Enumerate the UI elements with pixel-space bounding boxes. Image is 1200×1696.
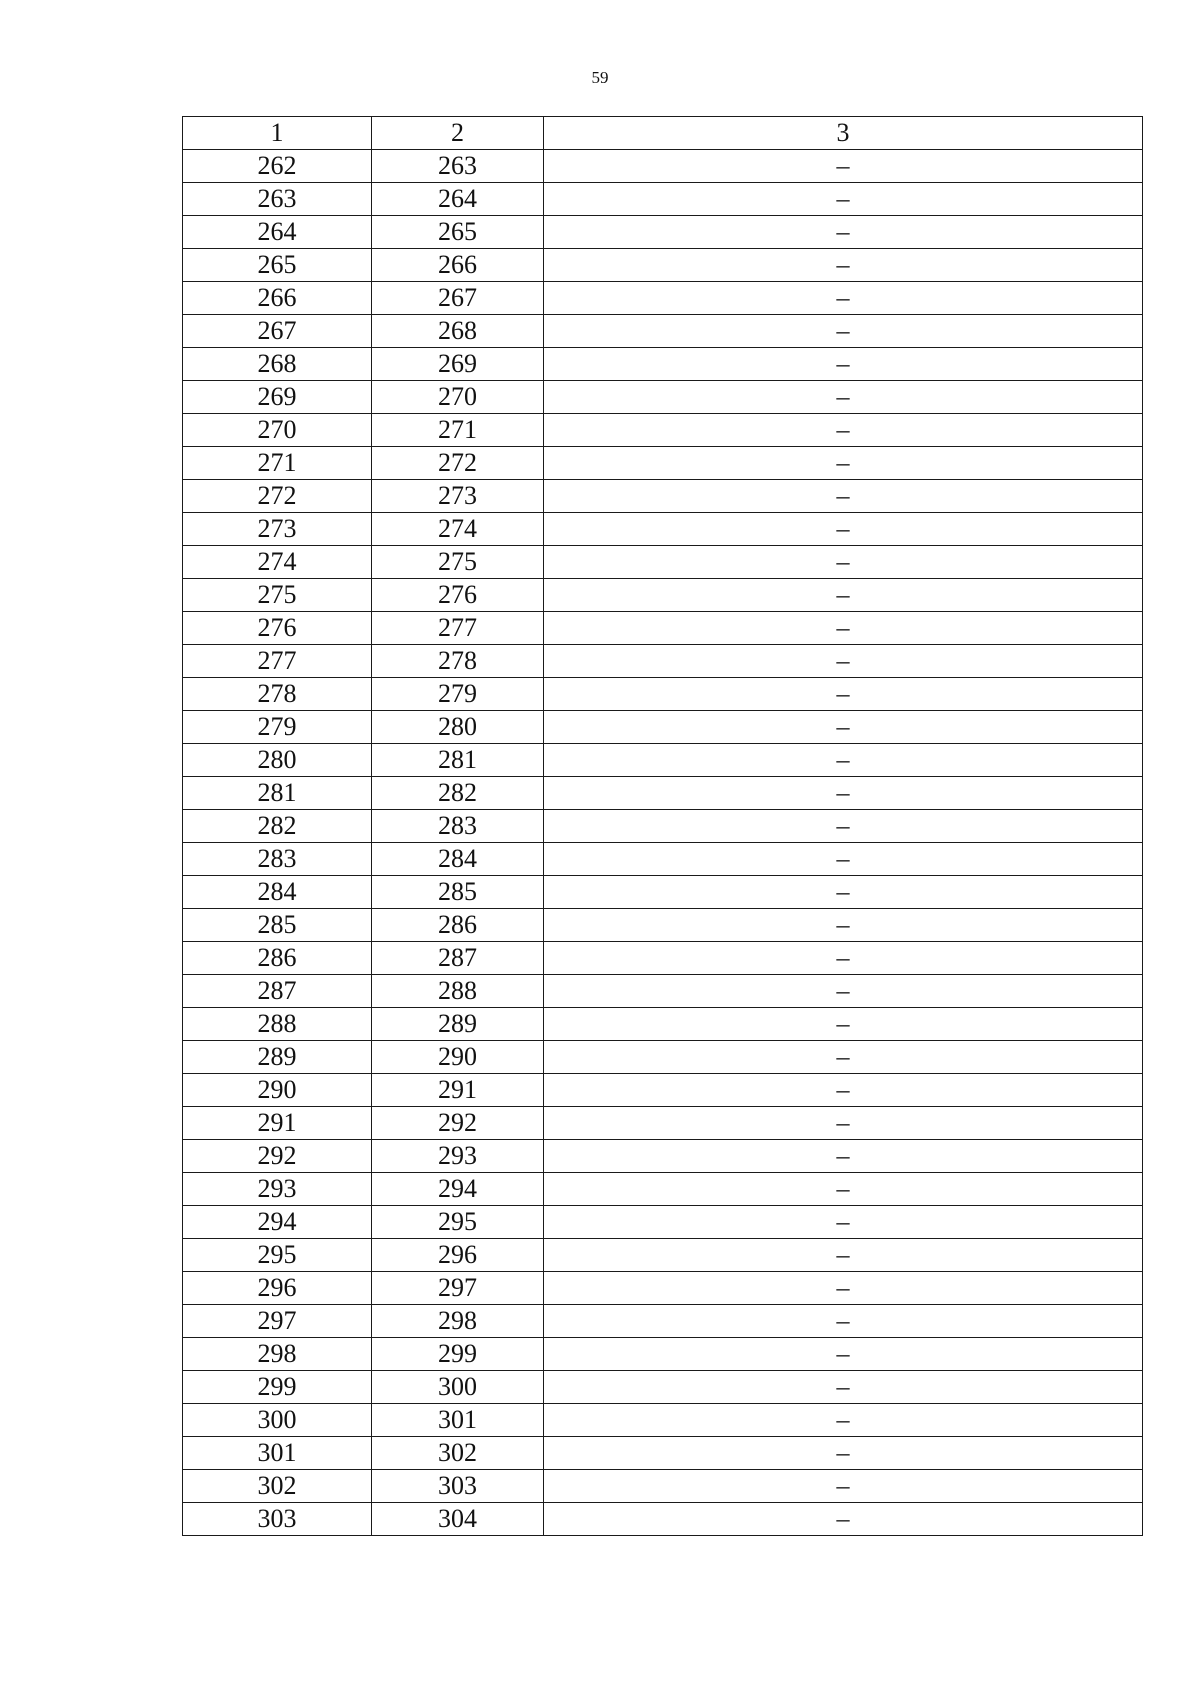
table-cell-col-2: 272	[372, 447, 544, 480]
table-cell-col-1: 297	[183, 1305, 372, 1338]
table-cell-col-3: –	[544, 579, 1143, 612]
table-cell-col-1: 269	[183, 381, 372, 414]
table-cell-col-3: –	[544, 1338, 1143, 1371]
table-cell-col-1: 285	[183, 909, 372, 942]
table-row	[183, 1371, 1143, 1404]
table-row	[183, 216, 1143, 249]
table-cell-col-2: 285	[372, 876, 544, 909]
table-cell-col-3: –	[544, 1173, 1143, 1206]
table-row	[183, 1107, 1143, 1140]
table-row	[183, 546, 1143, 579]
document-table-container	[182, 116, 1142, 1536]
table-row	[183, 1272, 1143, 1305]
table-cell-col-3: –	[544, 942, 1143, 975]
table-cell-col-3: –	[544, 975, 1143, 1008]
table-cell-col-2: 299	[372, 1338, 544, 1371]
table-cell-col-3: –	[544, 1140, 1143, 1173]
table-row	[183, 876, 1143, 909]
table-body	[183, 150, 1143, 1536]
table-cell-col-1: 281	[183, 777, 372, 810]
table-row	[183, 1404, 1143, 1437]
table-row	[183, 579, 1143, 612]
table-cell-col-1: 274	[183, 546, 372, 579]
table-cell-col-1: 303	[183, 1503, 372, 1536]
table-row	[183, 480, 1143, 513]
table-row	[183, 711, 1143, 744]
table-cell-col-3: –	[544, 1404, 1143, 1437]
table-cell-col-2: 292	[372, 1107, 544, 1140]
table-cell-col-3: –	[544, 1503, 1143, 1536]
table-cell-col-1: 302	[183, 1470, 372, 1503]
table-cell-col-1: 265	[183, 249, 372, 282]
table-cell-col-3: –	[544, 777, 1143, 810]
table-row	[183, 678, 1143, 711]
table-cell-col-1: 264	[183, 216, 372, 249]
table-cell-col-1: 290	[183, 1074, 372, 1107]
table-cell-col-1: 266	[183, 282, 372, 315]
table-cell-col-1: 270	[183, 414, 372, 447]
table-row	[183, 1437, 1143, 1470]
table-cell-col-1: 283	[183, 843, 372, 876]
table-cell-col-2: 290	[372, 1041, 544, 1074]
column-header-3: 3	[544, 117, 1143, 150]
table-cell-col-3: –	[544, 744, 1143, 777]
table-row	[183, 513, 1143, 546]
table-cell-col-2: 274	[372, 513, 544, 546]
table-cell-col-3: –	[544, 1437, 1143, 1470]
table-cell-col-1: 272	[183, 480, 372, 513]
table-cell-col-3: –	[544, 414, 1143, 447]
table-cell-col-2: 281	[372, 744, 544, 777]
table-cell-col-1: 299	[183, 1371, 372, 1404]
table-cell-col-3: –	[544, 1107, 1143, 1140]
table-cell-col-1: 296	[183, 1272, 372, 1305]
table-cell-col-1: 286	[183, 942, 372, 975]
table-cell-col-2: 293	[372, 1140, 544, 1173]
table-row	[183, 777, 1143, 810]
table-cell-col-1: 262	[183, 150, 372, 183]
table-row	[183, 1239, 1143, 1272]
table-cell-col-1: 292	[183, 1140, 372, 1173]
table-row	[183, 909, 1143, 942]
table-cell-col-3: –	[544, 1206, 1143, 1239]
table-row	[183, 1074, 1143, 1107]
table-cell-col-2: 280	[372, 711, 544, 744]
table-row	[183, 414, 1143, 447]
table-row	[183, 942, 1143, 975]
table-cell-col-3: –	[544, 1305, 1143, 1338]
document-table	[182, 116, 1143, 1536]
table-cell-col-3: –	[544, 546, 1143, 579]
table-row	[183, 1041, 1143, 1074]
table-cell-col-2: 287	[372, 942, 544, 975]
table-cell-col-3: –	[544, 810, 1143, 843]
table-cell-col-3: –	[544, 282, 1143, 315]
table-cell-col-3: –	[544, 249, 1143, 282]
table-cell-col-3: –	[544, 1041, 1143, 1074]
table-cell-col-1: 294	[183, 1206, 372, 1239]
table-cell-col-2: 277	[372, 612, 544, 645]
table-cell-col-2: 271	[372, 414, 544, 447]
table-cell-col-3: –	[544, 216, 1143, 249]
table-cell-col-2: 297	[372, 1272, 544, 1305]
table-cell-col-1: 289	[183, 1041, 372, 1074]
table-cell-col-3: –	[544, 183, 1143, 216]
table-row	[183, 282, 1143, 315]
table-cell-col-2: 263	[372, 150, 544, 183]
table-cell-col-3: –	[544, 843, 1143, 876]
column-header-1: 1	[183, 117, 372, 150]
table-row	[183, 843, 1143, 876]
table-cell-col-3: –	[544, 711, 1143, 744]
table-cell-col-1: 276	[183, 612, 372, 645]
table-row	[183, 1503, 1143, 1536]
table-cell-col-2: 294	[372, 1173, 544, 1206]
table-row	[183, 744, 1143, 777]
table-cell-col-2: 303	[372, 1470, 544, 1503]
column-header-2: 2	[372, 117, 544, 150]
table-cell-col-1: 288	[183, 1008, 372, 1041]
table-cell-col-2: 276	[372, 579, 544, 612]
table-cell-col-1: 273	[183, 513, 372, 546]
table-row	[183, 1305, 1143, 1338]
table-cell-col-2: 283	[372, 810, 544, 843]
table-cell-col-1: 279	[183, 711, 372, 744]
table-cell-col-2: 288	[372, 975, 544, 1008]
table-header-row	[183, 117, 1143, 150]
table-cell-col-1: 295	[183, 1239, 372, 1272]
table-cell-col-3: –	[544, 1008, 1143, 1041]
table-cell-col-1: 293	[183, 1173, 372, 1206]
table-row	[183, 1140, 1143, 1173]
table-cell-col-3: –	[544, 315, 1143, 348]
table-row	[183, 1338, 1143, 1371]
table-cell-col-2: 275	[372, 546, 544, 579]
table-cell-col-2: 301	[372, 1404, 544, 1437]
table-row	[183, 1008, 1143, 1041]
table-cell-col-3: –	[544, 480, 1143, 513]
table-cell-col-1: 278	[183, 678, 372, 711]
table-cell-col-3: –	[544, 381, 1143, 414]
table-cell-col-2: 279	[372, 678, 544, 711]
table-cell-col-1: 298	[183, 1338, 372, 1371]
table-cell-col-3: –	[544, 1239, 1143, 1272]
table-cell-col-2: 302	[372, 1437, 544, 1470]
table-row	[183, 315, 1143, 348]
table-cell-col-1: 280	[183, 744, 372, 777]
table-row	[183, 975, 1143, 1008]
table-cell-col-1: 301	[183, 1437, 372, 1470]
table-cell-col-1: 268	[183, 348, 372, 381]
table-cell-col-2: 291	[372, 1074, 544, 1107]
table-cell-col-2: 284	[372, 843, 544, 876]
table-cell-col-3: –	[544, 909, 1143, 942]
table-cell-col-2: 265	[372, 216, 544, 249]
table-cell-col-3: –	[544, 1272, 1143, 1305]
table-cell-col-1: 282	[183, 810, 372, 843]
table-cell-col-3: –	[544, 447, 1143, 480]
table-row	[183, 645, 1143, 678]
table-cell-col-3: –	[544, 513, 1143, 546]
table-cell-col-2: 264	[372, 183, 544, 216]
table-cell-col-2: 289	[372, 1008, 544, 1041]
table-row	[183, 150, 1143, 183]
table-cell-col-1: 267	[183, 315, 372, 348]
table-cell-col-2: 300	[372, 1371, 544, 1404]
table-row	[183, 447, 1143, 480]
table-cell-col-2: 296	[372, 1239, 544, 1272]
table-cell-col-1: 275	[183, 579, 372, 612]
table-row	[183, 183, 1143, 216]
table-cell-col-1: 284	[183, 876, 372, 909]
table-row	[183, 810, 1143, 843]
table-cell-col-3: –	[544, 348, 1143, 381]
table-cell-col-3: –	[544, 645, 1143, 678]
table-cell-col-3: –	[544, 876, 1143, 909]
table-row	[183, 249, 1143, 282]
table-cell-col-1: 271	[183, 447, 372, 480]
table-cell-col-2: 273	[372, 480, 544, 513]
table-cell-col-1: 277	[183, 645, 372, 678]
table-cell-col-2: 266	[372, 249, 544, 282]
table-cell-col-2: 270	[372, 381, 544, 414]
table-cell-col-3: –	[544, 1371, 1143, 1404]
page-number: 59	[591, 68, 609, 87]
table-row	[183, 348, 1143, 381]
table-cell-col-2: 268	[372, 315, 544, 348]
table-cell-col-1: 291	[183, 1107, 372, 1140]
table-cell-col-3: –	[544, 1470, 1143, 1503]
table-cell-col-1: 287	[183, 975, 372, 1008]
table-cell-col-2: 267	[372, 282, 544, 315]
table-cell-col-1: 263	[183, 183, 372, 216]
table-row	[183, 1206, 1143, 1239]
table-cell-col-2: 286	[372, 909, 544, 942]
table-cell-col-2: 269	[372, 348, 544, 381]
table-cell-col-2: 304	[372, 1503, 544, 1536]
table-row	[183, 1173, 1143, 1206]
table-cell-col-2: 298	[372, 1305, 544, 1338]
table-cell-col-2: 295	[372, 1206, 544, 1239]
table-cell-col-3: –	[544, 678, 1143, 711]
table-row	[183, 612, 1143, 645]
table-cell-col-3: –	[544, 150, 1143, 183]
table-cell-col-3: –	[544, 612, 1143, 645]
table-cell-col-1: 300	[183, 1404, 372, 1437]
table-row	[183, 381, 1143, 414]
table-cell-col-3: –	[544, 1074, 1143, 1107]
table-cell-col-2: 282	[372, 777, 544, 810]
table-row	[183, 1470, 1143, 1503]
table-cell-col-2: 278	[372, 645, 544, 678]
